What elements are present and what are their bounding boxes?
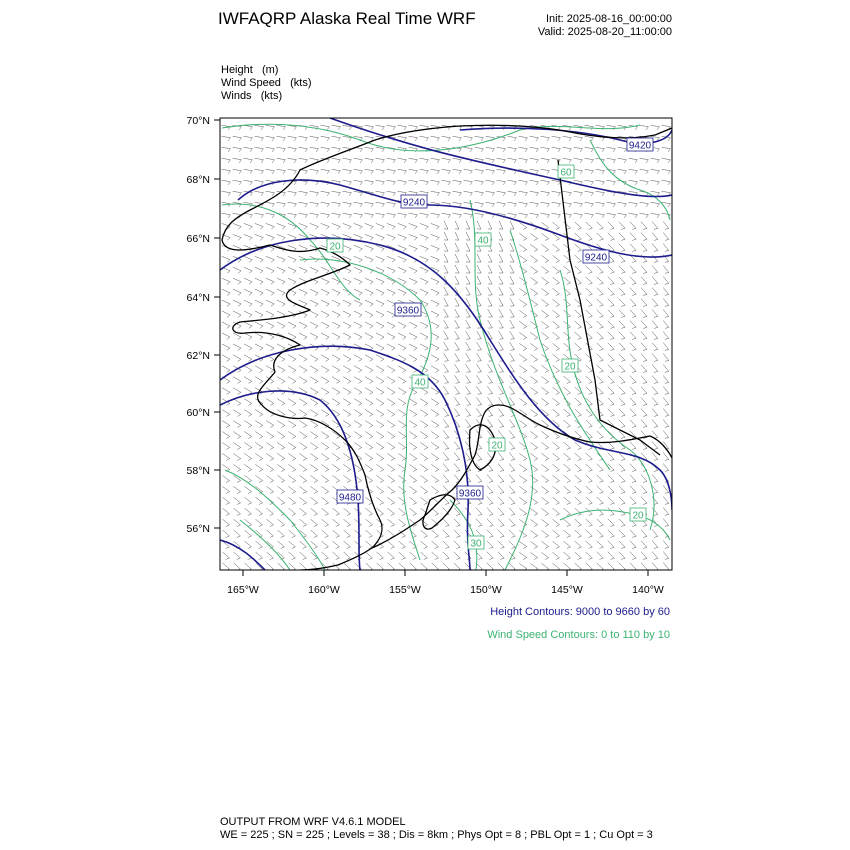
lat-label: 66°N [186, 233, 210, 245]
lat-label: 56°N [186, 523, 210, 535]
wind-contour [590, 140, 670, 220]
wind-contour-label: 40 [414, 377, 426, 389]
height-contour-label: 9480 [338, 492, 362, 504]
field-unit: (kts) [290, 77, 312, 89]
height-contour-label: 9240 [584, 252, 608, 264]
plot-title: IWFAQRP Alaska Real Time WRF [218, 9, 476, 28]
wind-contour-note: Wind Speed Contours: 0 to 110 by 10 [487, 629, 670, 641]
field-name: Wind Speed [221, 77, 281, 89]
model-info: OUTPUT FROM WRF V4.6.1 MODEL [220, 816, 406, 828]
wind-contour-label: 60 [560, 167, 572, 179]
lat-label: 64°N [186, 292, 210, 304]
wind-contour-label: 20 [491, 440, 503, 452]
wind-barbs [222, 125, 671, 570]
gulf-coast [372, 405, 672, 548]
lon-label: 155°W [389, 584, 421, 596]
wind-contour-label: 20 [564, 361, 576, 373]
field-unit: (m) [261, 64, 279, 76]
lat-label: 60°N [186, 407, 210, 419]
lat-label: 58°N [186, 465, 210, 477]
wind-contour-label: 20 [632, 510, 644, 522]
wind-contour [560, 270, 654, 530]
alaska-peninsula [300, 548, 372, 570]
height-contour-label: 9360 [396, 305, 420, 317]
longitude-axis [227, 570, 664, 596]
wind-contour [470, 200, 533, 570]
field-name: Height [221, 64, 253, 76]
height-contour-label: 9420 [628, 140, 652, 152]
wind-contour-label: 30 [470, 538, 482, 550]
height-contour-label: 9240 [402, 197, 426, 209]
lon-label: 145°W [551, 584, 583, 596]
field-name: Winds [221, 90, 252, 102]
height-contour-note: Height Contours: 9000 to 9660 by 60 [490, 606, 670, 618]
wind-contour-label: 40 [477, 235, 489, 247]
lon-label: 150°W [470, 584, 502, 596]
lon-label: 165°W [227, 584, 259, 596]
wind-contour-label: 20 [329, 241, 341, 253]
height-contour [220, 235, 672, 510]
model-config: WE = 225 ; SN = 225 ; Levels = 38 ; Dis = 8km ; Phys Opt = 8 ; PBL Opt = 1 ; Cu Opt = 3 [220, 829, 653, 841]
wind-contour-labels [327, 165, 646, 550]
wind-contour [450, 500, 477, 570]
init-time: Init: 2025-08-16_00:00:00 [546, 13, 672, 25]
height-contour-label: 9360 [458, 488, 482, 500]
wind-barb-field [222, 125, 671, 570]
lon-label: 160°W [308, 584, 340, 596]
field-unit: (kts) [260, 90, 283, 102]
lat-label: 68°N [186, 174, 210, 186]
height-contour [220, 346, 470, 570]
canada-border [558, 160, 660, 455]
lat-label: 70°N [186, 115, 210, 127]
lat-label: 62°N [186, 350, 210, 362]
valid-time: Valid: 2025-08-20_11:00:00 [537, 26, 672, 38]
height-contour [330, 118, 672, 197]
latitude-axis [187, 115, 220, 535]
lon-label: 140°W [632, 584, 664, 596]
